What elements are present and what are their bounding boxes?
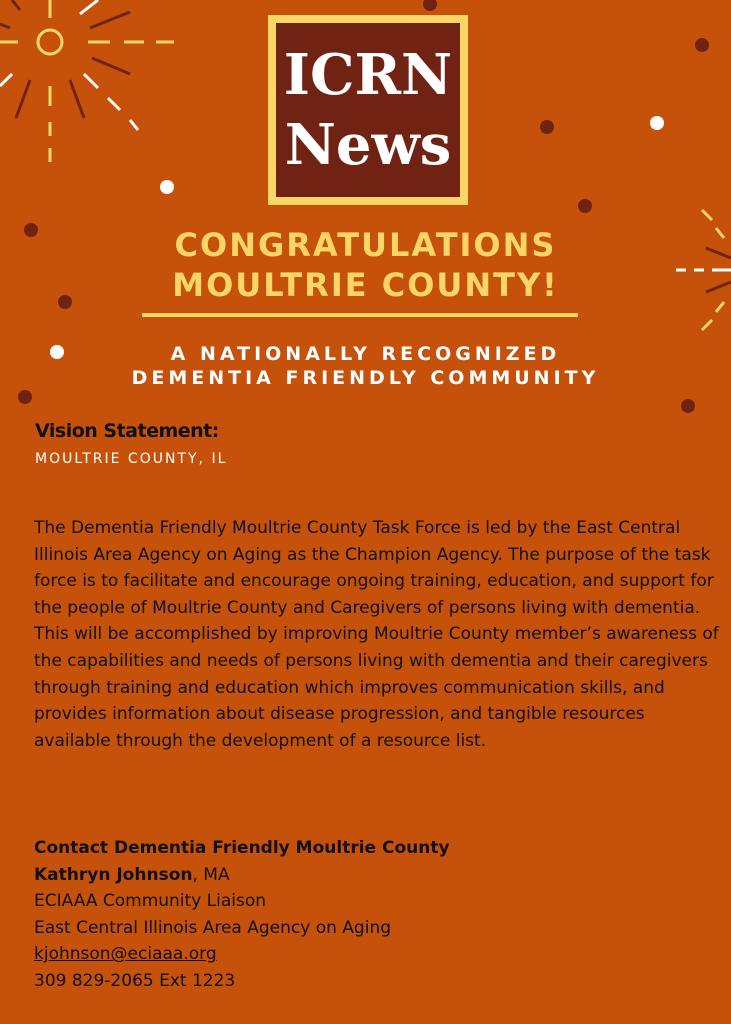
subheadline-line-2: DEMENTIA FRIENDLY COMMUNITY xyxy=(131,367,600,389)
headline-line-1: CONGRATULATIONS xyxy=(174,226,557,264)
headline xyxy=(0,225,731,305)
contact-email-link[interactable]: kjohnson@eciaaa.org xyxy=(34,944,217,965)
headline-line-2: MOULTRIE COUNTY! xyxy=(172,266,559,304)
firework-burst-top-left xyxy=(0,0,174,162)
contact-credential: , MA xyxy=(192,864,230,885)
contact-heading: Contact Dementia Friendly Moultrie County xyxy=(34,838,450,858)
vision-location: MOULTRIE COUNTY, IL xyxy=(35,451,228,467)
contact-name-line xyxy=(34,862,450,889)
contact-block xyxy=(34,835,450,995)
contact-organization: East Central Illinois Area Agency on Aging xyxy=(34,917,392,938)
icrn-news-logo xyxy=(268,15,468,205)
logo-line-2: News xyxy=(284,112,452,178)
contact-name: Kathryn Johnson xyxy=(34,864,193,885)
subheadline-line-1: A NATIONALLY RECOGNIZED xyxy=(170,343,561,365)
logo-inner xyxy=(276,23,460,197)
contact-phone: 309 829-2065 Ext 1223 xyxy=(34,970,236,991)
headline-divider xyxy=(142,313,578,317)
logo-line-1: ICRN xyxy=(283,42,453,108)
subheadline xyxy=(0,342,731,390)
contact-role: ECIAAA Community Liaison xyxy=(34,891,267,912)
vision-heading: Vision Statement: xyxy=(35,420,219,442)
vision-body: The Dementia Friendly Moultrie County Task Force is led by the East Central Illinois Area Agency on Aging as the Champion Agency. The purpose of the task force is to facilitate and encourage ongoing training, education, and support for the people of Moultrie County and Caregivers of persons living with dementia. This will be accomplished by improving Moultrie County member’s awareness of the capabilities and needs of persons living with dementia and their caregivers through training and education which improves communication skills, and provides information about disease progression, and tangible resources available through the development of a resource list. xyxy=(34,518,719,751)
